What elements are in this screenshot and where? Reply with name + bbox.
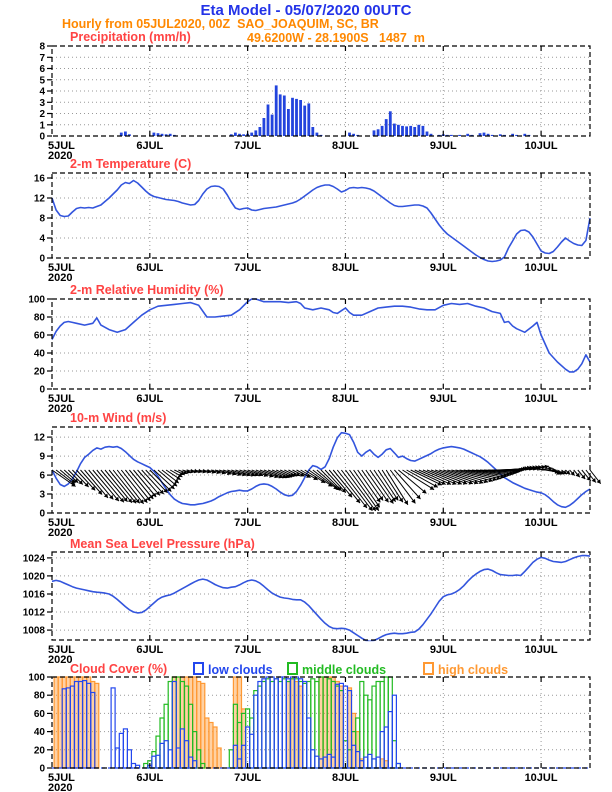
y-tick-label: 1016 [22, 589, 45, 601]
cloud-bar-middle [168, 682, 172, 769]
day-label: 10JUL [524, 772, 558, 784]
cloud-bar-middle [278, 682, 282, 769]
panel-title-temperature: 2-m Temperature (C) [70, 157, 192, 171]
cloud-bar-low [254, 695, 258, 768]
cloud-bar-low [270, 677, 274, 768]
day-label: 5JUL [48, 393, 75, 405]
cloud-bar-middle [282, 679, 286, 768]
y-tick-label: 5 [39, 75, 45, 87]
cloud-bar-low [282, 677, 286, 768]
precip-bar [307, 103, 310, 136]
cloud-bar-high [189, 677, 193, 768]
day-label: 10JUL [524, 393, 558, 405]
y-tick-label: 1024 [22, 553, 45, 565]
y-tick-label: 12 [33, 432, 45, 444]
cloud-bar-high [185, 677, 189, 768]
day-label: 6JUL [136, 644, 164, 656]
day-label: 7JUL [234, 393, 262, 405]
y-tick-label: 12 [33, 193, 45, 205]
panel-frame [52, 552, 590, 640]
day-label: 10JUL [524, 262, 558, 274]
day-label: 9JUL [429, 644, 457, 656]
cloud-bar-low [160, 743, 164, 768]
y-tick-label: 7 [39, 52, 45, 64]
day-label: 8JUL [332, 140, 359, 152]
day-label: 6JUL [136, 140, 164, 152]
cloud-bar-low [274, 679, 278, 768]
precip-bar [295, 99, 298, 136]
cloud-bar-low [111, 688, 115, 768]
legend-middle-label: middle clouds [302, 663, 387, 677]
cloud-bar-low [388, 712, 392, 768]
day-label: 9JUL [429, 772, 457, 784]
y-tick-label: 6 [39, 470, 45, 482]
cloud-bar-middle [315, 682, 319, 769]
cloud-bar-high [213, 727, 217, 768]
day-label: 9JUL [429, 262, 457, 274]
precip-bar [413, 127, 416, 136]
precip-bar [311, 127, 314, 136]
day-label: 10JUL [524, 140, 558, 152]
legend-high-label: high clouds [438, 663, 509, 677]
y-tick-label: 3 [39, 97, 45, 109]
temp-line [52, 181, 590, 262]
cloud-bar-low [168, 750, 172, 768]
cloud-bar-low [258, 682, 262, 769]
cloud-bar-middle [144, 764, 148, 769]
cloud-bar-high [209, 723, 213, 769]
cloud-bar-low [278, 677, 282, 768]
y-tick-label: 80 [33, 690, 45, 702]
pressure-line [52, 556, 590, 642]
y-tick-label: 100 [28, 672, 45, 684]
cloud-bar-low [344, 686, 348, 768]
y-tick-label: 9 [39, 451, 45, 463]
precip-bar [450, 135, 453, 136]
year-label: 2020 [48, 654, 73, 666]
y-tick-label: 8 [39, 41, 45, 53]
day-label: 7JUL [234, 644, 262, 656]
y-tick-label: 4 [39, 233, 45, 245]
precip-bar [124, 132, 127, 137]
cloud-bar-middle [307, 682, 311, 769]
cloud-bar-high [352, 713, 356, 768]
cloud-bar-low [250, 734, 254, 768]
day-label: 6JUL [136, 517, 164, 529]
day-label: 8JUL [332, 393, 359, 405]
cloud-bar-low [119, 733, 123, 768]
precip-bar [401, 126, 404, 136]
day-label: 8JUL [332, 517, 359, 529]
y-tick-label: 1 [39, 120, 45, 132]
cloud-bar-low [115, 748, 119, 768]
panel-title-cloud-cover: Cloud Cover (%) [70, 662, 168, 676]
y-tick-label: 20 [33, 366, 45, 378]
precip-bar [417, 125, 420, 136]
y-tick-label: 16 [33, 173, 45, 185]
y-tick-label: 4 [39, 86, 45, 98]
cloud-bar-low [262, 679, 266, 768]
day-label: 5JUL [48, 140, 75, 152]
precip-bar [373, 130, 376, 136]
precip-bar [250, 133, 253, 136]
panel-title-pressure: Mean Sea Level Pressure (hPa) [70, 537, 255, 551]
run-subtitle: Hourly from 05JUL2020, 00Z SAO_JOAQUIM, SC, BR [62, 17, 379, 31]
day-label: 8JUL [332, 772, 359, 784]
cloud-bar-low [164, 741, 168, 768]
cloud-bar-low [156, 755, 160, 768]
day-label: 10JUL [524, 644, 558, 656]
wind-arrow [105, 470, 132, 503]
day-label: 10JUL [524, 517, 558, 529]
cloud-bar-middle [311, 679, 315, 768]
day-label: 7JUL [234, 262, 262, 274]
cloud-bar-middle [152, 752, 156, 768]
precip-bar [466, 134, 469, 136]
cloud-bar-low [368, 754, 372, 768]
y-tick-label: 20 [33, 745, 45, 757]
cloud-bar-high [201, 683, 205, 768]
precip-bar [275, 85, 278, 136]
y-tick-label: 1012 [22, 607, 45, 619]
year-label: 2020 [48, 272, 73, 284]
legend-low-label: low clouds [208, 663, 273, 677]
cloud-bar-high [193, 677, 197, 768]
day-label: 5JUL [48, 644, 75, 656]
wind-arrow [142, 470, 164, 494]
cloud-bar-middle [258, 686, 262, 768]
cloud-bar-low [315, 756, 319, 768]
pressure-clip-mask [0, 641, 612, 653]
cloud-bar-high [295, 682, 299, 769]
y-tick-label: 60 [33, 708, 45, 720]
page-title: Eta Model - 05/07/2020 00UTC [200, 2, 412, 19]
precip-bar [242, 134, 245, 136]
y-tick-label: 80 [33, 312, 45, 324]
cloud-bar-high [384, 761, 388, 768]
day-label: 6JUL [136, 772, 164, 784]
precip-bar [299, 100, 302, 136]
cloud-bar-middle [396, 764, 400, 769]
cloud-bar-middle [392, 741, 396, 768]
year-label: 2020 [48, 150, 73, 162]
panel-title-wind: 10-m Wind (m/s) [70, 411, 167, 425]
cloud-bar-middle [372, 686, 376, 768]
day-label: 7JUL [234, 517, 262, 529]
cloud-bar-high [197, 682, 201, 769]
wind-arrow [77, 470, 96, 490]
cloud-bar-middle [376, 682, 380, 769]
y-tick-label: 40 [33, 348, 45, 360]
precip-bar [458, 135, 461, 136]
wind-arrow-head [411, 499, 415, 504]
wind-arrow-head [368, 506, 372, 511]
station-location: 49.6200W - 28.1900S 1487 m [247, 31, 425, 45]
precip-bar [271, 115, 274, 136]
day-label: 8JUL [332, 644, 359, 656]
year-label: 2020 [48, 782, 73, 792]
cloud-bar-high [323, 677, 327, 768]
y-tick-label: 1008 [22, 625, 45, 637]
day-label: 6JUL [136, 262, 164, 274]
precip-bar [397, 125, 400, 136]
precip-bar [291, 98, 294, 136]
cloud-bar-low [132, 764, 136, 769]
cloud-bar-high [380, 759, 384, 768]
y-tick-label: 8 [39, 213, 45, 225]
precip-bar [426, 132, 429, 137]
cloud-bar-low [376, 757, 380, 768]
precip-bar [287, 109, 290, 136]
cloud-bar-low [303, 682, 307, 769]
cloud-bar-low [396, 764, 400, 769]
cloud-bar-middle [380, 682, 384, 769]
day-label: 6JUL [136, 393, 164, 405]
y-tick-label: 3 [39, 489, 45, 501]
cloud-bar-high [335, 682, 339, 769]
year-label: 2020 [48, 527, 73, 539]
cloud-bar-low [364, 757, 368, 768]
cloud-bar-high [205, 718, 209, 768]
y-tick-label: 0 [39, 131, 45, 143]
cloud-bar-low [307, 718, 311, 768]
cloud-bar-middle [250, 718, 254, 768]
year-label: 2020 [48, 403, 73, 415]
y-tick-label: 1020 [22, 571, 45, 583]
day-label: 5JUL [48, 517, 75, 529]
precip-bar [267, 105, 270, 137]
cloud-bar-low [311, 750, 315, 768]
day-label: 9JUL [429, 140, 457, 152]
cloud-bar-high [54, 677, 58, 768]
cloud-bar-middle [274, 679, 278, 768]
precip-bar [393, 124, 396, 136]
wind-arrow [101, 470, 128, 502]
cloud-bar-high [176, 677, 180, 768]
day-label: 5JUL [48, 262, 75, 274]
day-label: 9JUL [429, 517, 457, 529]
cloud-bar-middle [156, 736, 160, 768]
y-tick-label: 40 [33, 727, 45, 739]
day-label: 5JUL [48, 772, 75, 784]
y-tick-label: 60 [33, 330, 45, 342]
y-tick-label: 0 [39, 508, 45, 520]
cloud-bar-middle [368, 700, 372, 768]
cloud-bar-high [291, 679, 295, 768]
cloud-bar-middle [360, 682, 364, 769]
precip-bar [259, 127, 262, 136]
cloud-bar-low [372, 759, 376, 768]
precip-bar [409, 126, 412, 136]
cloud-bar-high [180, 677, 184, 768]
y-tick-label: 0 [39, 763, 45, 775]
precip-bar [422, 126, 425, 136]
precip-bar [381, 126, 384, 136]
cloud-bar-middle [262, 682, 266, 769]
cloud-bar-middle [270, 682, 274, 769]
y-tick-label: 2 [39, 109, 45, 120]
cloud-bar-high [217, 748, 221, 768]
precip-bar [234, 133, 237, 136]
cloud-bar-high [242, 709, 246, 768]
day-label: 8JUL [332, 262, 359, 274]
cloud-bar-high [356, 732, 360, 768]
day-label: 9JUL [429, 393, 457, 405]
day-label: 7JUL [234, 140, 262, 152]
day-label: 7JUL [234, 772, 262, 784]
cloud-bar-high [172, 677, 176, 768]
precip-bar [303, 106, 306, 136]
cloud-bar-low [266, 677, 270, 768]
cloud-bar-middle [266, 679, 270, 768]
y-tick-label: 0 [39, 253, 45, 265]
y-tick-label: 100 [28, 294, 45, 306]
cloud-bar-middle [384, 677, 388, 768]
precip-bar [389, 111, 392, 136]
precip-bar [405, 126, 408, 136]
cloud-bar-high [286, 682, 290, 769]
precip-bar [377, 129, 380, 136]
cloud-bar-high [348, 688, 352, 768]
precip-bar [283, 96, 286, 137]
precip-bar [483, 133, 486, 136]
cloud-bar-high [299, 686, 303, 768]
precip-bar [385, 119, 388, 136]
panel-title-precipitation: Precipitation (mm/h) [70, 30, 191, 44]
precip-bar [254, 130, 257, 136]
cloud-bar-middle [229, 750, 233, 768]
panel-title-humidity: 2-m Relative Humidity (%) [70, 283, 224, 297]
cloud-bar-middle [303, 683, 307, 768]
cloud-bar-high [339, 686, 343, 768]
cloud-bar-middle [388, 677, 392, 768]
precip-bar [263, 118, 266, 136]
panel-frame [52, 299, 590, 389]
precip-bar [279, 94, 282, 136]
cloud-bar-low [152, 756, 156, 768]
cloud-bar-high [331, 677, 335, 768]
cloud-bar-high [319, 677, 323, 768]
cloud-bar-high [233, 677, 237, 768]
wind-arrow-head [597, 479, 601, 483]
y-tick-label: 6 [39, 64, 45, 75]
y-tick-label: 0 [39, 384, 45, 396]
